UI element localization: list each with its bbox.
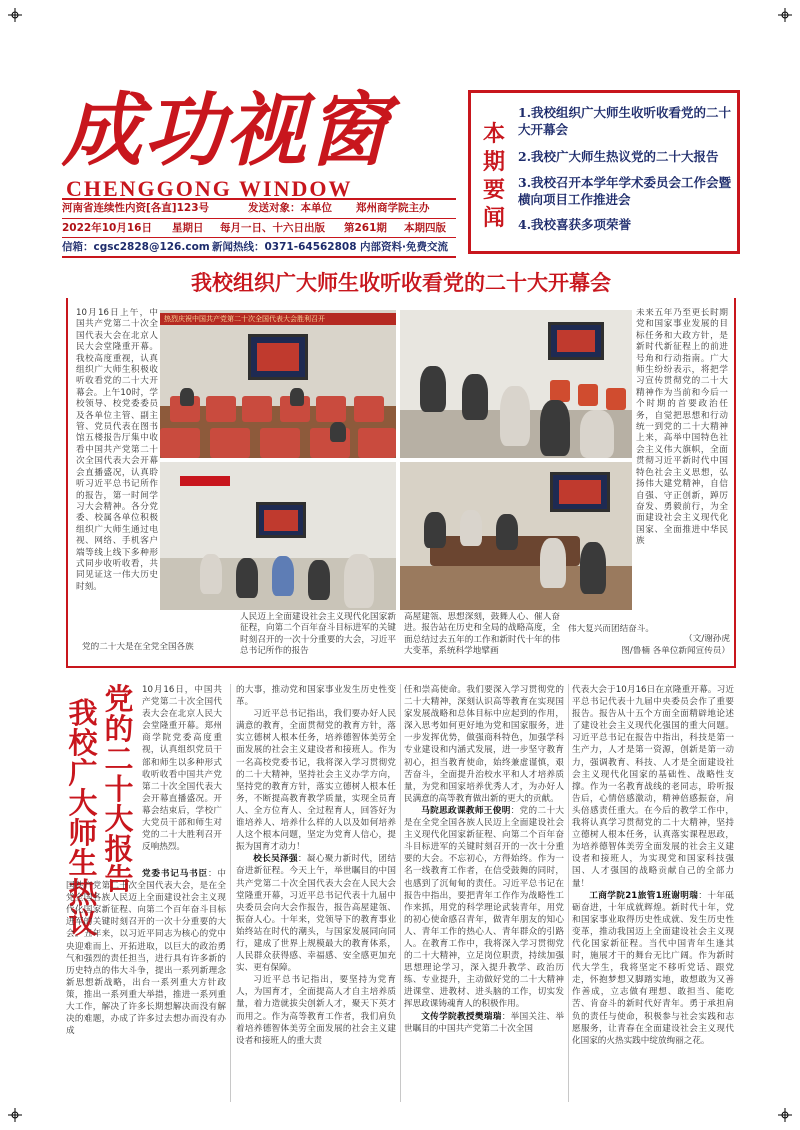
- toc-item[interactable]: 3.我校召开本学年学术委员会工作会暨横向项目工作推进会: [518, 175, 732, 207]
- photo-banner-text: 热烈庆祝中国共产党第二十次全国代表大会胜利召开: [164, 315, 325, 323]
- distribution-target: 发送对象：本单位: [248, 202, 332, 214]
- column-divider: [400, 684, 401, 1102]
- masthead-rule: [62, 256, 456, 258]
- second-col1-body: [66, 868, 226, 1102]
- masthead-info-row-2: [62, 220, 456, 236]
- speaker-text: ：十年砥砺奋进，十年成就辉煌。新时代十年，党和国家事业取得历史性成就、发生历史性变革，推动我国迈上全面建设社会主义现代化国家新征程。当代中国青年生逢其时，施展才干的舞台无比广阔。作为新时代大学生，我将坚定不移听党话、跟党走，怀抱梦想又脚踏实地，敢想敢为又善作善成，立志做有理想、敢担当、能吃苦、肯奋斗的新时代好青年。勇于承担肩负的责任与使命，积极参与社会实践和志愿服务，让青春在全面建设社会主义现代化国家的火热实践中绽放绚丽之花。: [572, 890, 734, 1046]
- second-col3: [404, 684, 564, 1102]
- permit-number: 河南省连续性内资[各直]123号: [62, 202, 210, 214]
- newspaper-title-en: CHENGGONG WINDOW: [66, 176, 353, 201]
- speaker-name: 校长吴泽强: [253, 854, 298, 865]
- issue-number: 第261期: [344, 222, 387, 234]
- paragraph: [404, 805, 564, 1011]
- crop-mark-icon: [778, 8, 792, 22]
- lead-column-mid-1: 人民迈上全面建设社会主义现代化国家新征程，向第二个百年奋斗目标进军的关键时刻召开的一次十分重要的大会，习近平总书记所作的报告: [240, 612, 396, 657]
- paragraph: 任和崇高使命。我们要深入学习贯彻党的二十大精神，深刻认识高等教育在实现国家发展战略和总体目标中应起到的作用，深入思考如何更好地为党和国家服务，进一步发挥优势，做强商科特色，加强学科专业建设和内涵式发展，进一步坚守教育初心，担当教育使命，始终兼虚谨慎，艰苦奋斗，全面提升治校水平和人才培养质量，为党和国家培养优秀人才，为办好人民满意的高等教育做出新的更大的贡献。: [404, 685, 564, 804]
- photo-screen: [256, 502, 306, 538]
- crop-mark-icon: [8, 1108, 22, 1122]
- page-count: 本期四版: [404, 222, 446, 234]
- paragraph: [404, 1011, 564, 1035]
- paragraph: 的大事，推动党和国家事业发生历史性变革。: [236, 685, 396, 708]
- paragraph: [236, 853, 396, 974]
- headline-col-2: 我校广大师生热议: [68, 696, 98, 940]
- crop-mark-icon: [8, 8, 22, 22]
- toc-label: 本期要闻: [482, 121, 505, 231]
- masthead-rule: [62, 218, 456, 219]
- speaker-name: 党委书记马书臣: [142, 869, 208, 879]
- paragraph: 习近平总书记指出，要坚持为党育人，为国育才，全面提高人才自主培养质量，着力造就拔尖创新人才，聚天下英才而用之。作为高等教育工作者，我们肩负着培养德智体美劳全面发展的社会主义建设者和接班人的重大责: [236, 975, 396, 1046]
- lead-column-left: 10月16日上午，中国共产党第二十次全国代表大会在北京人民大会堂隆重开幕。我校高度重视，认真组织广大师生积极收听收看党的二十大开幕会。上午10时，学校领导、校党委委员及各单位主管、副主管、党员代表在图书馆五楼报告厅集中收看中国共产党第二十次全国代表大会开幕会直播盛况，认真聆听习近平总书记所作的报告，第一时间学习大会精神。各分党委、校属各单位积极组织广大师生通过电视、网络、手机客户端等线上线下多种形式同步收听收看，共同见证这一伟大历史时刻。: [76, 308, 158, 592]
- paragraph: 习近平总书记指出，我们要办好人民满意的教育，全面贯彻党的教育方针，落实立德树人根本任务，培养德智体美劳全面发展的社会主义建设者和接班人。作为一名高校党委书记，我将深入学习贯彻党的二十大精神，坚持社会主义办学方向，坚持党的教育方针，落实立德树人根本任务，不断提高教育教学质量，实现全员育人、全方位育人、全过程育人，回答好为谁培养人、培养什么样的人以及如何培养人这个根本问题，坚定为党育人信心，提振为国育才动力！: [236, 709, 396, 853]
- speaker-name: 文传学院教授樊瑞瑞: [421, 1011, 502, 1022]
- second-col1-intro: 10月16日，中国共产党第二十次全国代表大会在北京人民大会堂隆重开幕。郑州商学院党委高度重视，认真组织党员干部和师生以多种形式收听收看中国共产党第二十次全国代表大会开幕直播盛况。开幕会结束后，学校广大党员干部和师生对党的二十大胜利召开反响热烈。: [142, 685, 222, 853]
- speaker-text: ：党的二十大是在全党全国各族人民迈上全面建设社会主义现代化国家新征程、向第二个百年奋斗目标进军的关键时刻召开的一次十分重要的大会。不忘初心，方得始终。作为一名一线教育工作者，在信受鼓舞的同时，也感到了沉甸甸的责任。习近平总书记在报告中指出，要把青年工作作为战略性工作来抓，用党的科学理论武装青年，用党的初心使命感召青年，做青年朋友的知心人、青年工作的热心人、青年群众的引路人。在教育工作中，我将深入学习贯彻党的二十大精神，立足岗位职责，持续加强思想理论学习，深入提升教学、政治历练、专业提升，主动做好党的二十大精神进课堂、进教材、进头脑的工作，切实发挥思政课铸魂育人的积极作用。: [404, 805, 564, 1010]
- photo-meeting: [400, 462, 632, 610]
- lead-column-mid-2: 高屋建瓴、思想深刻，鼓舞人心、催人奋进。报告站在历史和全局的战略高度，全面总结过去五年的工作和新时代十年的伟大变革，系统科学地擘画: [404, 612, 560, 657]
- lead-column-left-tail: 党的二十大是在全党全国各族: [82, 642, 194, 652]
- photo-screen: [248, 334, 308, 380]
- lead-column-right: 未来五年乃至更长时期党和国家事业发展的目标任务和大政方针，是新时代新征程上的前进号角和行动指南。广大师生纷纷表示，将把学习宣传贯彻党的二十大精神作为当前和今后一个时期的首要政治任务，自觉把思想和行动统一到党的二十大精神上来，高举中国特色社会主义伟大旗帜，全面贯彻习近平新时代中国特色社会主义思想，弘扬伟大建党精神，自信自强、守正创新，踔厉奋发、勇毅前行，为全面建设社会主义现代化国家、全面推进中华民族: [636, 308, 728, 547]
- speaker-text: ：凝心聚力新时代，团结奋进新征程。今天上午，举世瞩目的中国共产党第二十次全国代表大会在人民大会堂隆重开幕，习近平总书记代表十九届中央委员会向大会作报告，报告高屋建瓴、振奋人心。十年来，党领导下的教育事业始终站在时代的潮头，与国家发展同向同行，建成了世界上规模最大的教育体系，人民群众获得感、幸福感、安全感更加充实、更有保障。: [236, 854, 396, 974]
- circulation-note: 内部资料·免费交流: [360, 241, 448, 253]
- second-col2: [236, 684, 396, 1102]
- hotline: 新闻热线：0371-64562808: [212, 241, 357, 253]
- publisher: 郑州商学院主办: [356, 202, 430, 214]
- speaker-name: 工商学院21旅管1班谢明瑞: [589, 890, 699, 901]
- lead-byline: （文/谢孙虎: [684, 634, 730, 644]
- photo-screen: [548, 322, 604, 360]
- lead-headline: 我校组织广大师生收听收看党的二十大开幕会: [66, 268, 736, 298]
- toc-item[interactable]: 1.我校组织广大师生收听收看党的二十大开幕会: [518, 105, 732, 137]
- issue-date: 2022年10月16日: [62, 222, 152, 234]
- crop-mark-icon: [778, 1108, 792, 1122]
- speaker-name: 马院思政课教师王俊明: [421, 805, 511, 816]
- masthead-info-row-1: [62, 200, 456, 216]
- column-divider: [568, 684, 569, 1102]
- photo-hall: [160, 462, 396, 610]
- photo-auditorium: [160, 310, 396, 458]
- paragraph: 代表大会于10月16日在京隆重开幕。习近平总书记代表十九届中央委员会作了重要报告。报告从十五个方面全面精辟地论述了建设社会主义现代化强国的重大问题。习近平总书记在报告中指出，科技是第一生产力，人才是第一资源，创新是第一动力，强调教育、科技、人才是全面建设社会主义现代化国家的基础性、战略性支撑。作为一名教育战线的老同志，聆听报告后，心情倍感激动，精神倍感振奋，肩头倍感责任重大。在今后的教学工作中，我将认真学习贯彻党的二十大精神，坚持立德树人根本任务，认真落实课程思政，为培养德智体美劳全面发展的社会主义建设者和接班人，为实现党和国家科技强国、人才强国的战略贡献自己的全部力量！: [572, 685, 734, 889]
- photo-screen: [550, 472, 610, 512]
- speaker-text: ：中国共产党第二十次全国代表大会，是在全党全国各族人民迈上全面建设社会主义现代化国家新征程、向第二个百年奋斗目标进军的关键时刻召开的一次十分重要的大会。五年来，以习近平同志为核心的党中央迎难而上、开拓进取，以巨大的政治勇气和强烈的责任担当，进行具有许多新的历史特点的伟大斗争，提出一系列新理念新思想新战略，出台一系列重大方针政策，推出一系列重大举措，推进一系列重大工作，解决了许多长期想解决而没有解决的难题，办成了许多过去想办而没有办成: [66, 869, 226, 1037]
- lead-byline-photo: 图/鲁楠 各单位新闻宣传员）: [621, 646, 730, 656]
- email: 信箱：cgsc2828@126.com: [62, 241, 210, 253]
- second-col4: [572, 684, 734, 1102]
- masthead-info-row-3: [62, 239, 456, 255]
- masthead-rule: [62, 237, 456, 238]
- headline-col-1: 党的二十大报告: [104, 682, 134, 896]
- paragraph: [572, 890, 734, 1047]
- lead-column-right-tail: 伟大复兴而团结奋斗。: [568, 624, 654, 634]
- weekday: 星期日: [172, 222, 204, 234]
- column-divider: [230, 684, 231, 1102]
- photo-classroom-1: [400, 310, 632, 458]
- newspaper-title: 成功视窗: [62, 83, 390, 177]
- toc-item[interactable]: 2.我校广大师生热议党的二十大报告: [518, 149, 719, 164]
- frequency: 每月一日、十六日出版: [220, 222, 325, 234]
- speaker-text: ：举国关注、举世瞩目的中国共产党第二十次全国: [404, 1011, 564, 1034]
- toc-item[interactable]: 4.我校喜获多项荣誉: [518, 217, 632, 232]
